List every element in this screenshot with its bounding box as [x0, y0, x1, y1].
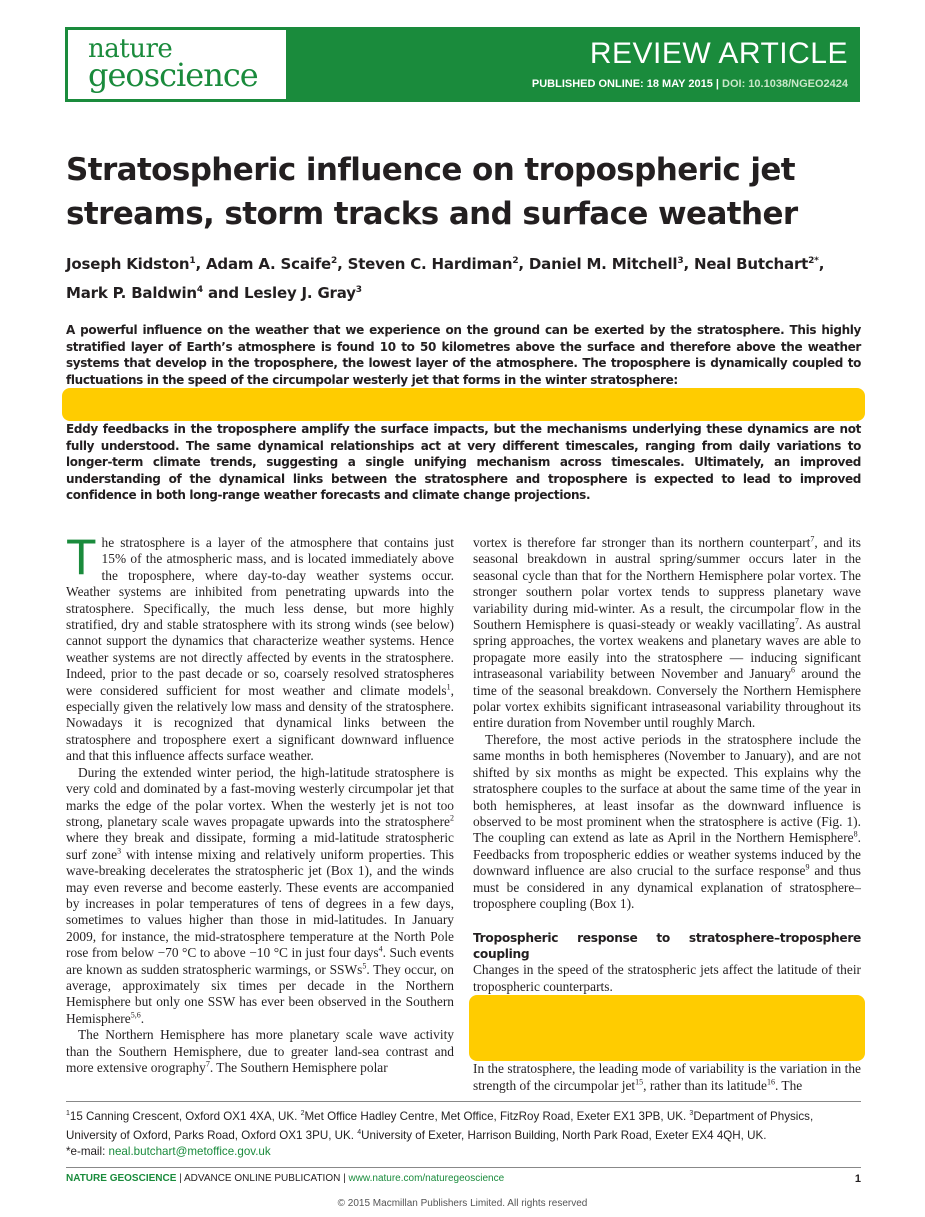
journal-url-link[interactable]: www.nature.com/naturegeoscience: [348, 1173, 505, 1184]
citation[interactable]: 6: [791, 665, 796, 675]
affiliations: $^1$15 Canning Crescent, Oxford OX1 4XA, UK. $^2$Met Office Hadley Centre, Met Office, FitzRoy Road, Exeter EX1 3PB, UK. $^3$Department of Physics, University of Oxford, Parks Road, Oxford OX1 3PU, UK. $^4$University of Exeter, Harrison Building, North Park Road, Exeter EX4 4QH, UK. *e-mail: neal.butchart@metoffice.gov.uk: [66, 1109, 814, 1158]
citation[interactable]: 7: [205, 1059, 210, 1069]
logo-nature-text: nature: [88, 34, 173, 64]
page-footer: NATURE GEOSCIENCE | ADVANCE ONLINE PUBLICATION | www.nature.com/naturegeoscience 1: [66, 1173, 861, 1185]
footer-publication: ADVANCE ONLINE PUBLICATION: [184, 1173, 341, 1184]
dropcap: T: [66, 529, 97, 585]
paragraph: vortex is therefore far stronger than its northern counterpart$^7$, and its seasonal breakdown in austral spring/summer occurs later in the seasonal cycle than that for the Northern Hemisphere polar vortex. The stronger southern polar vortex tends to suppress planetary wave variability during mid-winter. As a result, the circumpolar flow in the Southern Hemisphere is quasi-steady or weakly vacillating$^7$. As austral spring approaches, the vortex weakens and planetary waves are able to propagate more easily into the stratosphere — inducing significant intraseasonal variability between November and January$^6$ around the time of the seasonal breakdown. Conversely the Northern Hemisphere polar vortex exhibits significant intraseasonal variability throughout its entire duration from November until roughly March.: [473, 534, 861, 731]
journal-logo[interactable]: [68, 30, 286, 99]
publication-info: PUBLISHED ONLINE: 18 MAY 2015 | DOI: 10.1038/NGEO2424: [531, 78, 848, 90]
copyright: © 2015 Macmillan Publishers Limited. All rights reserved: [337, 1198, 588, 1209]
article-title: Stratospheric influence on tropospheric jet streams, storm tracks and surface weather: [66, 152, 798, 232]
footnote-divider: [66, 1101, 861, 1102]
email-label: *e-mail:: [66, 1144, 109, 1158]
citation[interactable]: 3: [117, 846, 122, 856]
email-link[interactable]: neal.butchart@metoffice.gov.uk: [108, 1144, 271, 1158]
footer-divider: [66, 1167, 861, 1168]
paragraph: During the extended winter period, the high-latitude stratosphere is very cold and dominated by a fast-moving westerly circumpolar jet that marks the edge of the polar vortex. When the westerly jet is not too strong, planetary scale waves propagate upwards into the stratosphere$^2$ where they break and dissipate, forming a mid-latitude stratospheric surf zone$^3$ with intense mixing and relatively uniform properties. This wave-breaking decelerates the stratospheric jet (Box 1), and the winds may even reverse and become easterly. These events are accompanied by increases in polar temperatures of tens of degrees in a few days, sometimes to values higher than those in mid-latitudes. In January 2009, for instance, the mid-stratosphere temperature at the North Pole rose from below −70 °C to above −10 °C in just four days$^4$. Such events are known as sudden stratospheric warmings, or SSWs$^5$. They occur, on average, approximately six times per decade in the Northern Hemisphere but only one SSW has ever been observed in the Southern Hemisphere$^{5,6}$.: [66, 764, 455, 1026]
page-number: 1: [854, 1173, 861, 1185]
citation[interactable]: 7: [794, 616, 799, 626]
citation[interactable]: 4: [378, 944, 383, 954]
author[interactable]: Neal Butchart$^{2*}$: [693, 255, 819, 273]
abstract-text-continued: Eddy feedbacks in the troposphere amplify the surface impacts, but the mechanisms underlying these dynamics are not fully understood. The same dynamical relationships act at very different timescales, ranging from daily variations to longer-term climate trends, suggesting a single unifying mechanism across timescales. Ultimately, an improved understanding of the dynamical links between the stratosphere and troposphere is expected to lead to improved confidence in both long-range weather forecasts and climate change projections.: [66, 422, 861, 502]
citation[interactable]: 9: [805, 862, 810, 872]
paragraph: Therefore, the most active periods in the stratosphere include the same months in both hemispheres (November to January), and are not shifted by six months as might be expected. This explains why the stratosphere couples to the surface at about the same time of the year in both hemispheres, at least insofar as the downward influence is observed to be most prominent when the stratosphere is active (Fig. 1). The coupling can extend as late as April in the Northern Hemisphere$^8$. Feedbacks from tropospheric eddies or weather systems induced by the downward influence are also crucial to the surface response$^9$ and thus must be considered in any dynamical explanation of stratosphere–troposphere coupling (Box 1).: [473, 731, 861, 911]
citation[interactable]: 15: [635, 1077, 644, 1087]
journal-header: [65, 27, 860, 102]
citation[interactable]: 16: [766, 1077, 775, 1087]
paragraph: The stratosphere is a layer of the atmosphere that contains just 15% of the atmospheric mass, and is located immediately above the troposphere, where day-to-day weather systems occur. Weather systems are inhibited from penetrating upwards into the stratosphere. Specifically, the much less dense, but more highly stratified, dry and stable stratosphere with its strong winds (see below) cannot support the dynamics that characterize weather systems. Hence weather systems are not directly affected by events in the stratosphere. Indeed, prior to the past decade or so, coarsely resolved stratospheres were considered sufficient for most weather and climate models$^1$, especially given the relatively low mass and density of the stratosphere. Nowadays it is recognized that dynamical links between the stratosphere and troposphere exert a significant downward influence and that this influence affects surface weather.: [66, 529, 454, 764]
section-heading: Tropospheric response to stratosphere–troposphere coupling: [473, 931, 861, 962]
body-column-right: [473, 535, 861, 1094]
published-date: PUBLISHED ONLINE: 18 MAY 2015: [531, 78, 713, 90]
abstract: [66, 322, 861, 504]
redaction-block: [62, 388, 865, 421]
author[interactable]: Lesley J. Gray$^3$: [243, 284, 362, 302]
author[interactable]: Daniel M. Mitchell$^3$: [528, 255, 684, 273]
author-list: Joseph Kidston$^1$, Adam A. Scaife$^2$, Steven C. Hardiman$^2$, Daniel M. Mitchell$^3$, Neal Butchart$^{2*}$, Mark P. Baldwin$^4$ and Lesley J. Gray$^3$: [66, 255, 825, 302]
author[interactable]: Steven C. Hardiman$^2$: [347, 255, 519, 273]
author[interactable]: Adam A. Scaife$^2$: [206, 255, 338, 273]
citation[interactable]: 8: [853, 829, 858, 839]
body-column-left: [66, 529, 455, 1076]
author[interactable]: Mark P. Baldwin$^4$: [66, 284, 203, 302]
paragraph: Changes in the speed of the stratospheric jets affect the latitude of their tropospheric counterparts. In the stratosphere, the leading mode of variability is the variation in the strength of the circumpolar jet$^{15}$, rather than its latitude$^{16}$. The: [473, 962, 861, 1094]
citation[interactable]: 2: [450, 813, 454, 823]
logo-geoscience-text: geoscience: [88, 56, 258, 94]
author[interactable]: Joseph Kidston$^1$: [66, 255, 196, 273]
redaction-block: [469, 995, 865, 1061]
citation[interactable]: 7: [810, 534, 815, 544]
citation[interactable]: 5: [362, 961, 367, 971]
paragraph: The Northern Hemisphere has more planetary scale wave activity than the Southern Hemisphere, due to greater land-sea contrast and more extensive orography$^7$. The Southern Hemisphere polar: [66, 1027, 454, 1075]
article-type: REVIEW ARTICLE: [589, 37, 848, 70]
doi-link[interactable]: DOI: 10.1038/NGEO2424: [722, 78, 848, 90]
abstract-text: A powerful influence on the weather that we experience on the ground can be exerted by the stratosphere. This highly stratified layer of Earth’s atmosphere is found 10 to 50 kilometres above the surface and therefore above the weather systems that develop in the troposphere, the lowest layer of the atmosphere. The troposphere is dynamically coupled to fluctuations in the speed of the circumpolar westerly jet that forms in the winter stratosphere:: [66, 323, 861, 387]
citation[interactable]: 5,6: [130, 1010, 141, 1020]
footer-journal: NATURE GEOSCIENCE: [66, 1173, 177, 1184]
citation[interactable]: 1: [446, 682, 451, 692]
